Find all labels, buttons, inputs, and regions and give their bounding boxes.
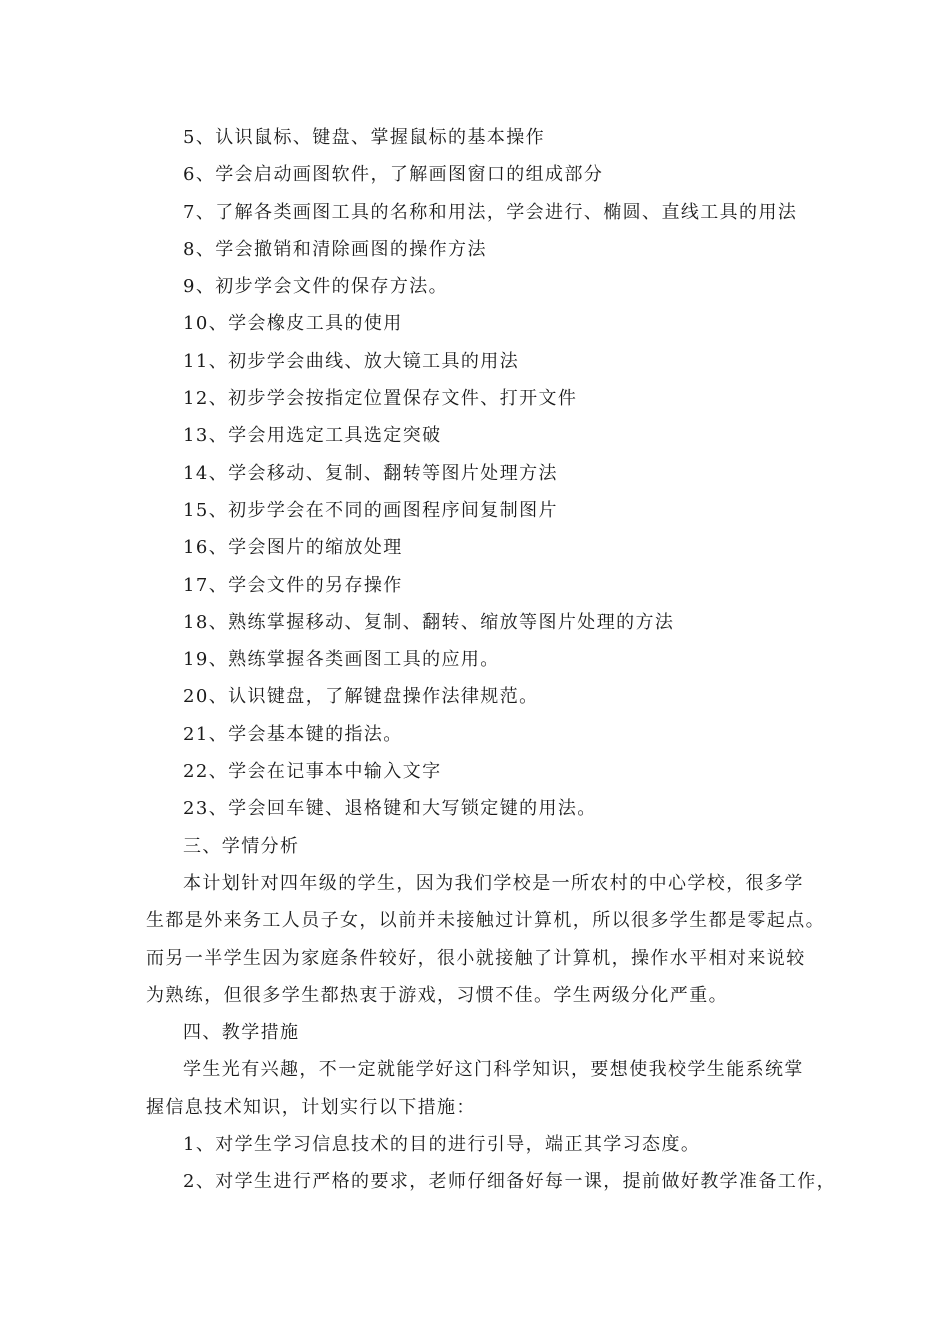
document-body: [146, 119, 837, 1201]
paragraph-line: 握信息技术知识，计划实行以下措施：: [146, 1096, 476, 1118]
paragraph-line: 而另一半学生因为家庭条件较好，很小就接触了计算机，操作水平相对来说较: [146, 947, 806, 969]
list-item: 7、了解各类画图工具的名称和用法，学会进行、椭圆、直线工具的用法: [183, 201, 798, 223]
paragraph-line: 本计划针对四年级的学生，因为我们学校是一所农村的中心学校，很多学: [183, 872, 804, 894]
list-item: 15、初步学会在不同的画图程序间复制图片: [183, 499, 558, 521]
list-item: 12、初步学会按指定位置保存文件、打开文件: [183, 388, 578, 410]
list-item: 17、学会文件的另存操作: [183, 574, 403, 596]
section-heading-teaching-measures: 四、教学措施: [183, 1022, 300, 1044]
measure-item: 1、对学生学习信息技术的目的进行引导，端正其学习态度。: [183, 1134, 701, 1156]
list-item: 6、学会启动画图软件，了解画图窗口的组成部分: [183, 164, 604, 186]
measure-item: 2、对学生进行严格的要求，老师仔细备好每一课，提前做好教学准备工作，: [183, 1171, 837, 1193]
paragraph-line: 为熟练，但很多学生都热衷于游戏，习惯不佳。学生两级分化严重。: [146, 984, 728, 1006]
list-item: 18、熟练掌握移动、复制、翻转、缩放等图片处理的方法: [183, 611, 675, 633]
list-item: 11、初步学会曲线、放大镜工具的用法: [183, 350, 520, 372]
list-item: 9、初步学会文件的保存方法。: [183, 276, 449, 298]
list-item: 23、学会回车键、退格键和大写锁定键的用法。: [183, 798, 597, 820]
list-item: 5、认识鼠标、键盘、掌握鼠标的基本操作: [183, 127, 546, 148]
list-item: 10、学会橡皮工具的使用: [183, 313, 403, 335]
list-item: 8、学会撤销和清除画图的操作方法: [183, 238, 487, 260]
paragraph-line: 生都是外来务工人员子女，以前并未接触过计算机，所以很多学生都是零起点。: [146, 910, 825, 932]
list-item: 20、认识键盘，了解键盘操作法律规范。: [183, 686, 539, 708]
list-item: 14、学会移动、复制、翻转等图片处理方法: [183, 462, 558, 484]
section-heading-learning-analysis: 三、学情分析: [183, 835, 300, 857]
list-item: 13、学会用选定工具选定突破: [183, 425, 442, 447]
list-item: 21、学会基本键的指法。: [183, 723, 403, 745]
list-item: 19、熟练掌握各类画图工具的应用。: [183, 649, 500, 671]
list-item: 16、学会图片的缩放处理: [183, 537, 403, 559]
paragraph-line: 学生光有兴趣，不一定就能学好这门科学知识，要想使我校学生能系统掌: [183, 1059, 804, 1081]
list-item: 22、学会在记事本中输入文字: [183, 761, 442, 783]
